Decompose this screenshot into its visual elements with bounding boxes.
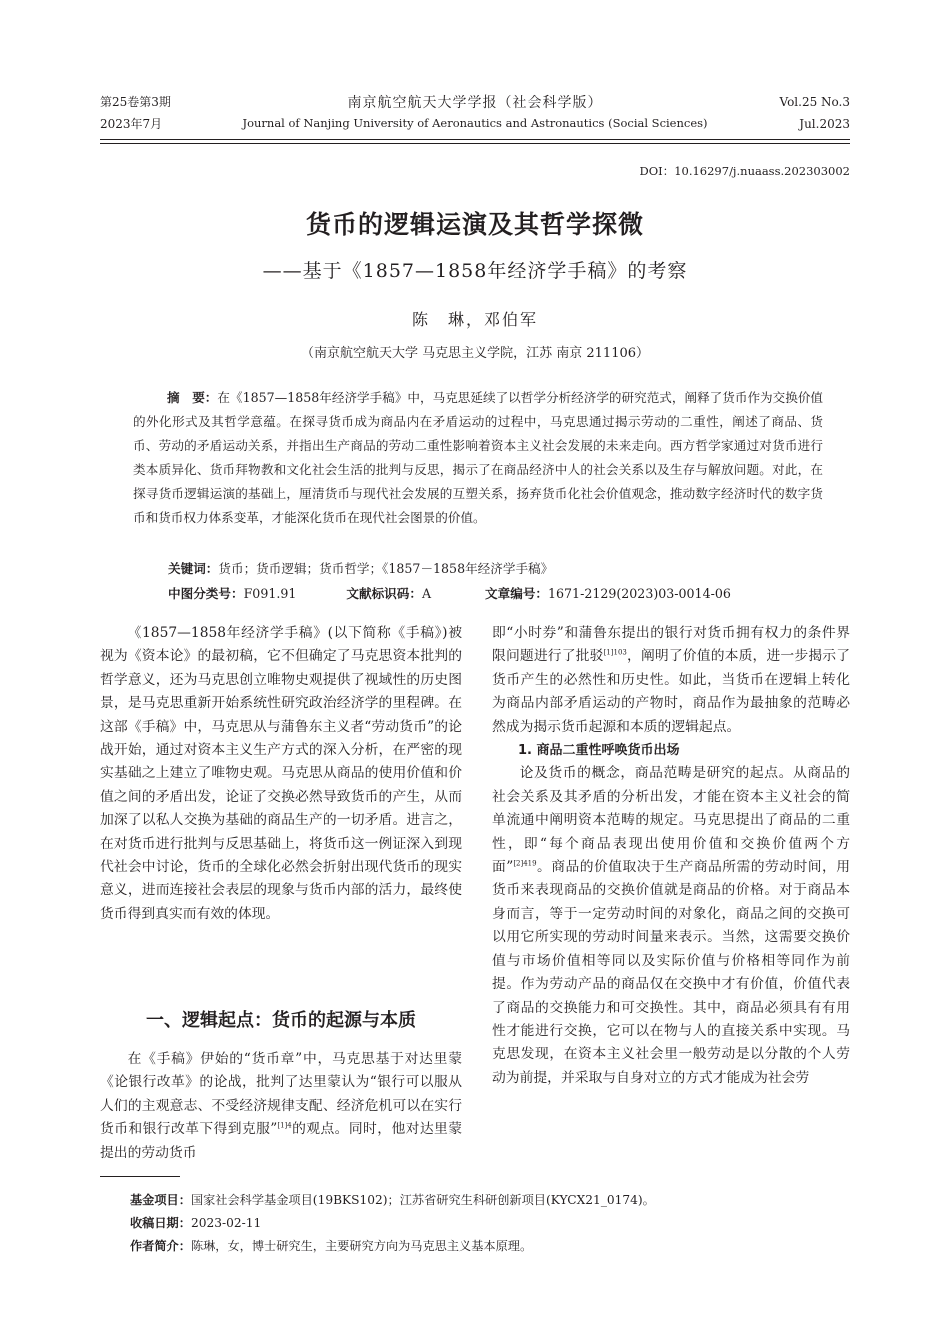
header-rule-bottom [100, 143, 850, 144]
article-number-value: 1671-2129(2023)03-0014-06 [548, 586, 731, 601]
article-subtitle: ——基于《1857—1858年经济学手稿》的考察 [262, 260, 688, 282]
header-volume-en: Vol.25 No.3 [779, 95, 850, 109]
classification-line [168, 582, 828, 606]
footnote-received [130, 1215, 261, 1231]
intro-paragraph: 《1857—1858年经济学手稿》(以下简称《手稿》)被视为《资本论》的最初稿，它不但确定了马克思资本批判的哲学意义，还为马克思创立唯物史观提供了视域性的历史图景，是马克思重新开始系统性研究政治经济学的里程碑。在这部《手稿》中，马克思从与蒲鲁东主义者“劳动货币”的论战开始，通过对资本主义生产方式的深入分析，在严密的现实基础之上建立了唯物史观。马克思从商品的使用价值和价值之间的矛盾出发，论证了交换必然导致货币的产生，从而加深了以私人交换为基础的商品生产的一切矛盾。进言之，在对货币进行批判与反思基础上，将货币这一例证深入到现代社会中讨论，货币的全球化必然会折射出现代货币的现实意义，进而连接社会表层的现象与货币内部的活力，最终使货币得到真实而有效的体现。 [100, 625, 462, 922]
left-column-intro [100, 622, 462, 926]
right-p2-text-b: 。商品的价值取决于生产商品所需的劳动时间，用货币来表现商品的交换价值就是商品的价格。对于商品本身而言，等于一定劳动时间的对象化，商品之间的交换可以用它所实现的劳动时间量来表示。当然，这需要交换价值与市场价值相等同以及实际价值与价格相等同作为前提。作为劳动产品的商品仅在交换中才有价值，价值代表了商品的交换能力和可交换性。其中，商品必须具有有用性才能进行交换，它可以在物与人的直接关系中实现。马克思发现，在资本主义社会里一般劳动是以分散的个人劳动为前提，并采取与自身对立的方式才能成为社会劳 [492, 859, 851, 1086]
header-journal-cn: 南京航空航天大学学报（社会科学版） [347, 95, 603, 111]
header-date-cn: 2023年7月 [100, 117, 163, 131]
header-journal-en: Journal of Nanjing University of Aeronautics and Astronautics (Social Sciences) [242, 116, 708, 130]
keywords-label: 关键词： [168, 561, 219, 576]
clc-item [168, 582, 296, 606]
abstract-text: 在《1857—1858年经济学手稿》中，马克思延续了以哲学分析经济学的研究范式，阐释了货币作为交换价值的外化形式及其哲学意蕴。在探寻货币成为商品内在矛盾运动的过程中，马克思通过揭示劳动的二重性，阐述了商品、货币、劳动的矛盾运动关系，并指出生产商品的劳动二重性影响着资本主义社会发展的未来走向。西方哲学家通过对货币进行类本质异化、货币拜物教和文化社会生活的批判与反思，揭示了在商品经济中人的社会关系以及生存与解放问题。对此，在探寻货币逻辑运演的基础上，厘清货币与现代社会发展的互塑关系，扬弃货币化社会价值观念，推动数字经济时代的数字货币和货币权力体系变革，才能深化货币在现代社会图景的价值。 [133, 390, 824, 525]
doc-code-item [346, 582, 431, 606]
right-paragraph-2 [492, 762, 850, 1090]
keywords-text: 货币；货币逻辑；货币哲学；《1857－1858年经济学手稿》 [218, 561, 554, 576]
authors: 陈 琳，邓伯军 [411, 310, 538, 329]
footnote-author [130, 1238, 532, 1254]
author-bio-label: 作者简介： [130, 1239, 191, 1253]
citation-1: [1]4 [277, 1121, 292, 1130]
author-bio-text: 陈琳，女，博士研究生，主要研究方向为马克思主义基本原理。 [190, 1239, 533, 1253]
article-number-label: 文章编号： [485, 586, 549, 601]
subsection-heading-1: 1. 商品二重性呼唤货币出场 [518, 743, 680, 759]
right-p2-text-a: 论及货币的概念，商品范畴是研究的起点。从商品的社会关系及其矛盾的分析出发，才能在资本主义社会的简单流通中阐明资本范畴的规定。马克思提出了商品的二重性，即“每个商品表现出使用价值和交换价值两个方面” [492, 765, 850, 876]
clc-value: F091.91 [243, 586, 297, 601]
fund-label: 基金项目： [130, 1193, 191, 1207]
right-p1-text-a: 即“小时券”和蒲鲁东提出的银行对货币拥有权力的条件界限问题进行了批驳 [492, 625, 850, 665]
left-column-section1 [100, 1048, 462, 1165]
abstract-label: 摘 要： [167, 390, 218, 405]
section1-paragraph-1 [100, 1048, 462, 1165]
right-column [492, 622, 850, 1090]
right-p1-text-b: ，阐明了价值的本质，进一步揭示了货币产生的必然性和历史性。如此，当货币在逻辑上转化为商品内部矛盾运动的产物时，商品作为最抽象的范畴必然成为揭示货币起源和本质的逻辑起点。 [492, 648, 851, 735]
received-date: 2023-02-11 [190, 1216, 262, 1230]
doc-code-label: 文献标识码： [346, 586, 422, 601]
received-label: 收稿日期： [130, 1216, 191, 1230]
affiliation: （南京航空航天大学 马克思主义学院，江苏 南京 211106） [300, 346, 650, 361]
footnote-rule [100, 1176, 180, 1177]
section1-p1-text-b: 的观点。同时，他对达里蒙提出的劳动货币 [100, 1121, 462, 1161]
footnote-fund [130, 1192, 655, 1208]
article-title: 货币的逻辑运演及其哲学探微 [305, 210, 644, 239]
right-paragraph-1 [492, 622, 850, 739]
doi: DOI：10.16297/j.nuaass.202303002 [639, 164, 850, 178]
section1-p1-text-a: 在《手稿》伊始的“货币章”中，马克思基于对达里蒙《论银行改革》的论战，批判了达里蒙认为“银行可以服从人们的主观意志、不受经济规律支配、经济危机可以在实行货币和银行改革下得到克服” [100, 1051, 462, 1138]
header-rule-top [100, 139, 850, 140]
abstract [133, 386, 823, 530]
clc-label: 中图分类号： [168, 586, 244, 601]
doc-code-value: A [421, 586, 432, 601]
citation-2: [1]103 [603, 648, 627, 657]
header-volume-cn: 第25卷第3期 [100, 95, 171, 109]
fund-text: 国家社会科学基金项目(19BKS102)；江苏省研究生科研创新项目(KYCX21_0174)。 [190, 1193, 655, 1207]
header-date-en: Jul.2023 [799, 117, 850, 131]
keywords [168, 557, 553, 581]
article-number-item [485, 582, 731, 606]
section-heading-1: 一、逻辑起点：货币的起源与本质 [146, 1010, 416, 1031]
citation-3: [2]419 [513, 859, 537, 868]
